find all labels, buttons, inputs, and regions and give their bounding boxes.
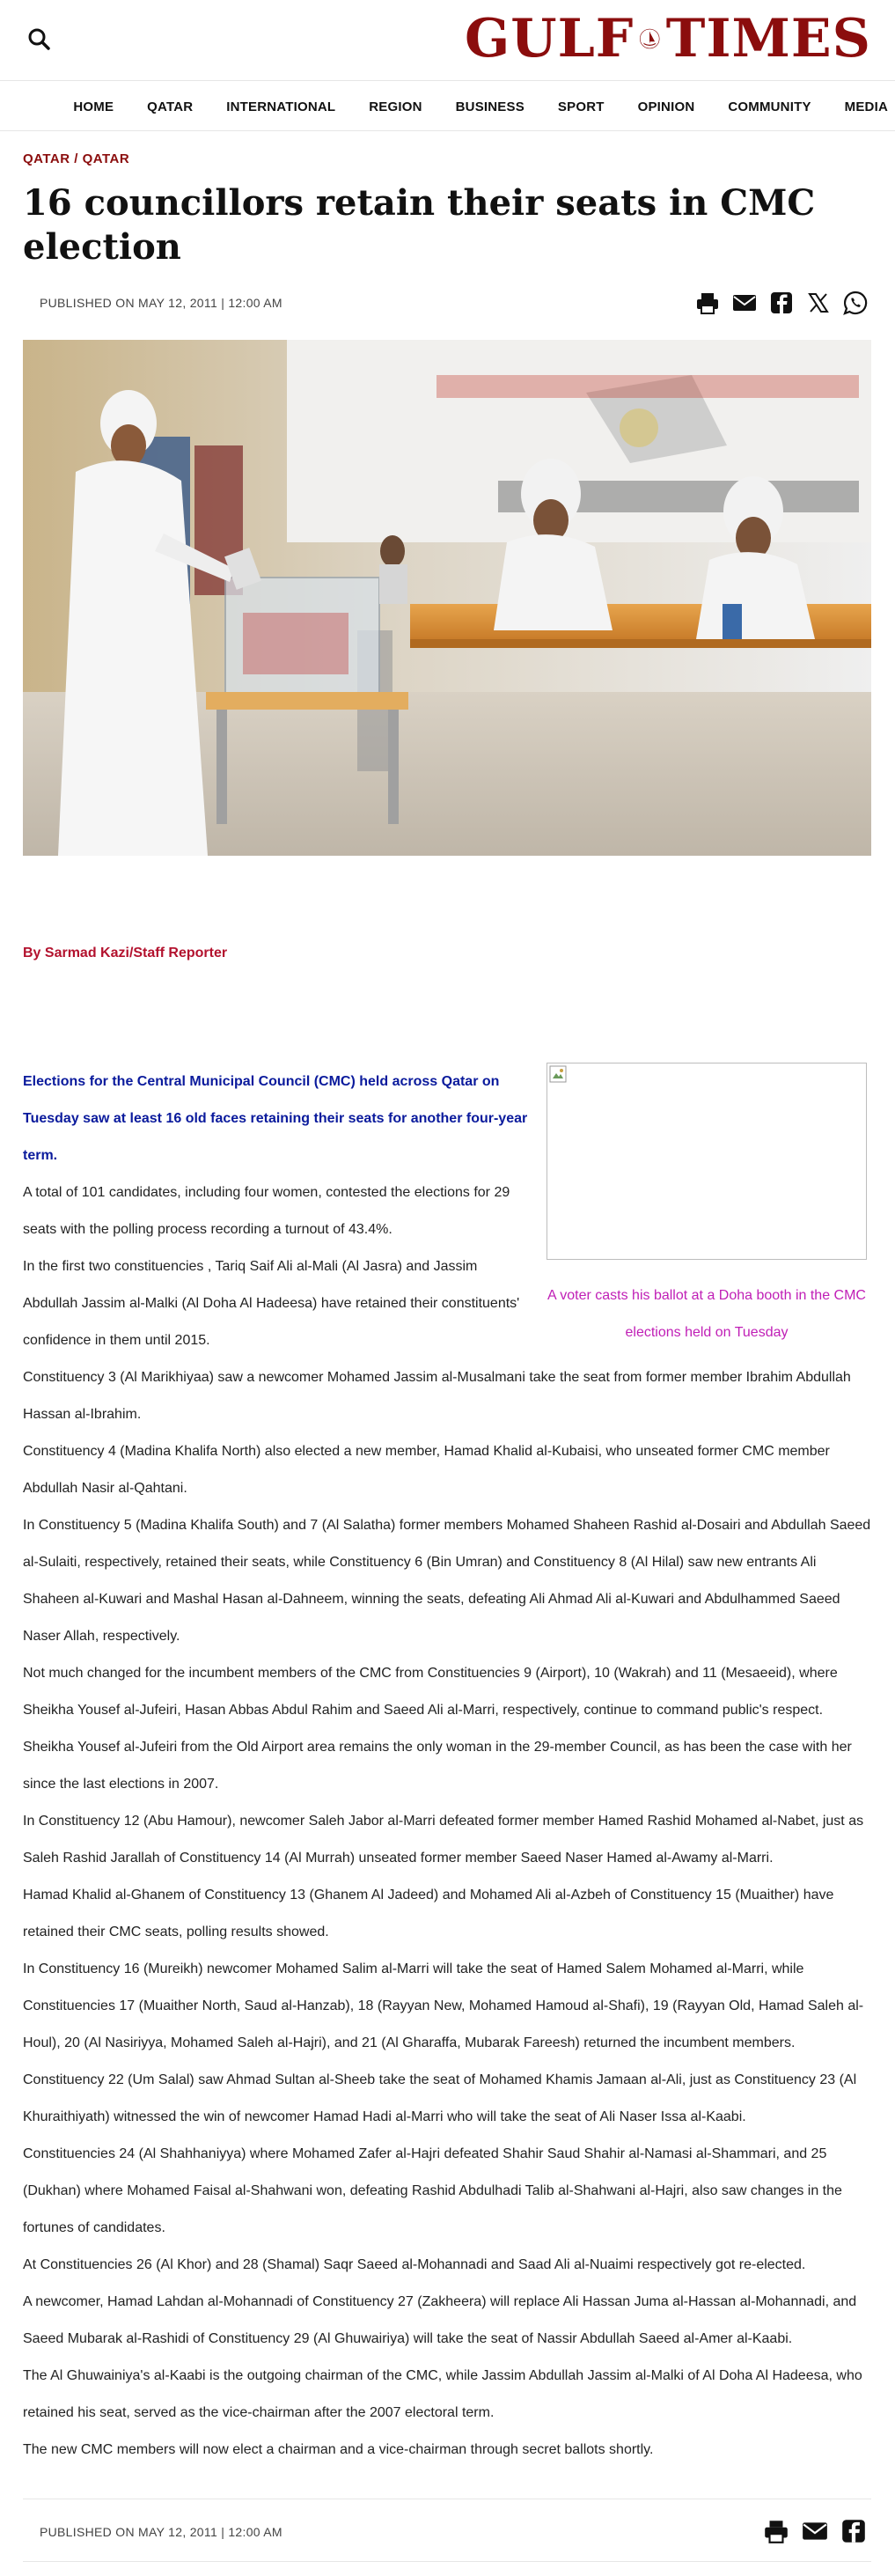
logo-word-right: TIMES	[665, 8, 871, 70]
search-button[interactable]	[25, 25, 55, 55]
breadcrumb[interactable]: QATAR / QATAR	[23, 151, 130, 166]
whatsapp-icon[interactable]	[842, 290, 869, 316]
nav-item-opinion[interactable]: OPINION	[637, 99, 695, 114]
footer-published-date: PUBLISHED ON MAY 12, 2011 | 12:00 AM	[40, 2525, 282, 2539]
share-bar	[684, 290, 869, 316]
logo-word-left: GULF	[465, 8, 635, 70]
article-paragraph: In Constituency 5 (Madina Khalifa South) and 7 (Al Salatha) former members Mohamed Shaheen Rashid al-Dosairi and Abdullah Saeed al-Sulaiti, respectively, retained their seats, while Constituency 6 (Bin Umran) and Constituency 8 (Al Hilal) saw new entrants Ali Shaheen al-Kuwari and Mashal Hasan al-Dahneem, winning the seats, defeating Ali Ahmad Ali al-Kuwari and Abdulhammed Saeed Naser Allah, respectively.	[23, 1518, 871, 1644]
article-paragraph: Constituency 3 (Al Marikhiyaa) saw a newcomer Mohamed Jassim al-Musalmani take the seat from former member Ibrahim Abdullah Hassan al-Ibrahim.	[23, 1370, 851, 1422]
byline[interactable]: By Sarmad Kazi/Staff Reporter	[23, 946, 228, 960]
print-icon[interactable]	[762, 2517, 790, 2545]
nav-item-qatar[interactable]: QATAR	[147, 99, 194, 114]
nav-item-region[interactable]: REGION	[369, 99, 422, 114]
article-paragraph: A newcomer, Hamad Lahdan al-Mohannadi of Constituency 27 (Zakheera) will replace Ali Hassan Juma al-Hassan al-Mohannadi, and Saeed Mubarak al-Rashidi of Constituency 29 (Al Ghuwairiya) will take the seat of Nassir Abdullah Saeed al-Amer al-Kaabi.	[23, 2294, 857, 2346]
published-date: PUBLISHED ON MAY 12, 2011 | 12:00 AM	[40, 296, 282, 310]
search-icon[interactable]	[25, 25, 55, 55]
site-header	[0, 0, 895, 81]
nav-item-home[interactable]: HOME	[73, 99, 114, 114]
article-paragraph-lead: Elections for the Central Municipal Council (CMC) held across Qatar on Tuesday saw at least 16 old faces retaining their seats for another four-year term.	[23, 1074, 528, 1163]
email-icon[interactable]	[801, 2517, 829, 2545]
hero-image	[23, 340, 871, 856]
facebook-icon[interactable]	[768, 290, 795, 316]
nav-item-media[interactable]: MEDIA	[844, 99, 888, 114]
article-title: 16 councillors retain their seats in CMC election	[23, 182, 816, 268]
article-body	[23, 1064, 873, 2469]
print-icon[interactable]	[694, 290, 721, 316]
nav-item-international[interactable]: INTERNATIONAL	[226, 99, 336, 114]
article-paragraph: At Constituencies 26 (Al Khor) and 28 (Shamal) Saqr Saeed al-Mohannadi and Saad Ali al-Nuaimi respectively got re-elected.	[23, 2257, 806, 2272]
x-icon[interactable]	[805, 290, 832, 316]
article-paragraph: Sheikha Yousef al-Jufeiri from the Old Airport area remains the only woman in the 29-member Council, as has been the case with her since the last elections in 2007.	[23, 1740, 852, 1792]
facebook-icon[interactable]	[840, 2517, 868, 2545]
footer-share-icons	[752, 2517, 868, 2545]
nav-item-sport[interactable]: SPORT	[557, 99, 605, 114]
dhow-logo-icon	[639, 13, 660, 64]
article-paragraph: In the first two constituencies , Tariq Saif Ali al-Mali (Al Jasra) and Jassim Abdullah Jassim al-Malki (Al Doha Al Hadeesa) have retained their constituents' confidence in them until 2015.	[23, 1259, 520, 1348]
article-paragraph: Constituency 4 (Madina Khalifa North) also elected a new member, Hamad Khalid al-Kubaisi, who unseated former CMC member Abdullah Nasir al-Qahtani.	[23, 1444, 830, 1496]
article-paragraph: Constituency 22 (Um Salal) saw Ahmad Sultan al-Sheeb take the seat of Mohamed Khamis Jamaan al-Ali, just as Constituency 23 (Al Khuraithiyath) witnessed the win of newcomer Hamad Hadi al-Marri who will take the seat of Ali Naser Issa al-Kaabi.	[23, 2072, 857, 2124]
site-logo[interactable]	[465, 8, 871, 70]
article-paragraph: The Al Ghuwainiya's al-Kaabi is the outgoing chairman of the CMC, while Jassim Abdullah Jassim al-Malki of Al Doha Al Hadeesa, who retained his seat, served as the vice-chairman after the 2007 electoral term.	[23, 2368, 862, 2420]
article-paragraph: Not much changed for the incumbent members of the CMC from Constituencies 9 (Airport), 10 (Wakrah) and 11 (Mesaeeid), where Sheikha Yousef al-Jufeiri, Hasan Abbas Abdul Rahim and Saeed Ali al-Marri, respectively, continue to command public's respect.	[23, 1666, 838, 1718]
hero-photo	[23, 340, 871, 856]
email-icon[interactable]	[731, 290, 758, 316]
article-paragraph: Constituencies 24 (Al Shahhaniyya) where Mohamed Zafer al-Hajri defeated Shahir Saud Shahir al-Namasi al-Shammari, and 25 (Dukhan) where Mohamed Faisal al-Shahwani won, defeating Rashid Abdulhadi Talib al-Shahwani al-Hajri, also saw changes in the fortunes of candidates.	[23, 2146, 842, 2235]
article-paragraph: The new CMC members will now elect a chairman and a vice-chairman through secret ballots shortly.	[23, 2442, 654, 2457]
figure-caption: A voter casts his ballot at a Doha booth in the CMC elections held on Tuesday	[547, 1288, 866, 1340]
article-paragraph: In Constituency 12 (Abu Hamour), newcomer Saleh Jabor al-Marri defeated former member Hamed Rashid Mohamed al-Nabet, just as Saleh Rashid Jarallah of Constituency 14 (Al Murrah) unseated former member Saeed Naser Hamed al-Awamy al-Marri.	[23, 1814, 864, 1866]
nav-item-community[interactable]: COMMUNITY	[728, 99, 811, 114]
article-paragraph: In Constituency 16 (Mureikh) newcomer Mohamed Salim al-Marri will take the seat of Hamed Salem Mohamed al-Marri, while Constituencies 17 (Muaither North, Saud al-Hanzab), 18 (Rayyan New, Mohamed Hamoud al-Shafi), 19 (Rayyan Old, Hamad Saleh al-Houl), 20 (Al Nasiriyya, Mohamed Saleh al-Hajri), and 21 (Al Gharaffa, Mubarak Fareesh) returned the incumbent members.	[23, 1961, 864, 2050]
article-paragraph: Hamad Khalid al-Ghanem of Constituency 13 (Ghanem Al Jadeed) and Mohamed Ali al-Azbeh of Constituency 15 (Muaither) have retained their CMC seats, polling results showed.	[23, 1888, 834, 1939]
main-nav	[0, 82, 895, 131]
article-paragraph: A total of 101 candidates, including four women, contested the elections for 29 seats with the polling process recording a turnout of 43.4%.	[23, 1185, 510, 1237]
footer-share-bar	[23, 2499, 871, 2562]
nav-item-business[interactable]: BUSINESS	[455, 99, 525, 114]
